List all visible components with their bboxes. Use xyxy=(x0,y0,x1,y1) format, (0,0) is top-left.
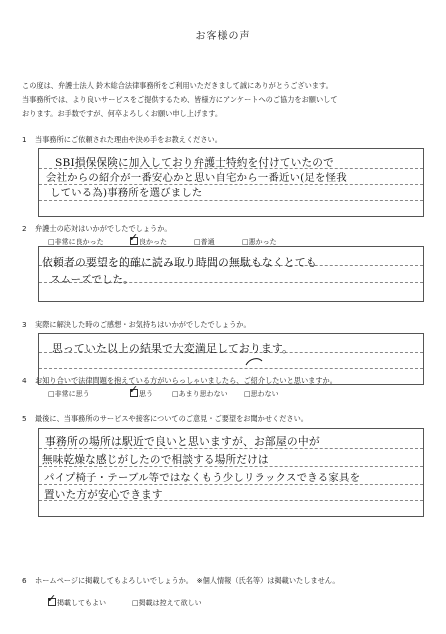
intro-line-2: 当事務所では、より良いサービスをご提供するため、皆様方にアンケートへのご協力をお願いして xyxy=(22,95,338,104)
checkbox-checked[interactable]: ✓ xyxy=(129,231,139,244)
option-decline-publish[interactable]: □掲載は控えて欲しい xyxy=(132,599,202,607)
handwritten-answer-5-line-2: 無味乾燥な感じがしたので相談する場所だけは xyxy=(42,454,269,466)
handwritten-answer-2-line-1: 依頼者の要望を的確に読み取り時間の無駄もなくとても xyxy=(42,256,317,269)
page-title: お客様の声 xyxy=(195,31,251,42)
question-text: 当事務所にご依頼された理由や決め手をお教えください。 xyxy=(35,135,222,144)
option-no[interactable]: □思わない xyxy=(244,390,279,398)
question-number: 3 xyxy=(22,320,27,329)
question-text: お知り合いで法律問題を抱えている方がいらっしゃいましたら、ご紹介したいと思いますか。 xyxy=(35,376,337,385)
handwritten-answer-1-line-3: している為)事務所を選びました xyxy=(50,187,203,199)
option-normal[interactable]: □普通 xyxy=(194,238,215,246)
option-allow-publish[interactable]: ✓ 掲載してもよい xyxy=(47,592,106,607)
pen-stroke xyxy=(246,359,262,365)
option-very-good[interactable]: □非常に良かった xyxy=(48,238,104,246)
handwritten-answer-3-line-1: 思っていた以上の結果で大変満足しております。 xyxy=(52,342,294,355)
question-number: 6 xyxy=(22,576,27,585)
option-not-much[interactable]: □あまり思わない xyxy=(172,390,228,398)
question-text: 実際に解決した時のご感想・お気持ちはいかがでしたでしょうか。 xyxy=(35,320,251,329)
question-text: ホームページに掲載してもよろしいでしょうか。 ※個人情報（氏名等）は掲載いたしません。 xyxy=(35,576,340,585)
intro-line-1: この度は、弁護士法人 鈴木総合法律事務所をご利用いただきまして誠にありがとうございます。 xyxy=(22,81,333,90)
option-good[interactable]: ✓ 良かった xyxy=(129,231,167,246)
handwritten-answer-1-line-1: SBI損保保険に加入しており弁護士特約を付けていたので xyxy=(55,157,334,169)
question-number: 2 xyxy=(22,224,27,233)
handwritten-answer-5-line-1: 事務所の場所は駅近で良いと思いますが、お部屋の中が xyxy=(45,435,320,448)
handwritten-answer-1-line-2: 会社からの紹介が一番安心かと思い自宅から一番近い(足を怪我 xyxy=(46,172,347,184)
option-yes[interactable]: ✓ 思う xyxy=(129,383,153,398)
question-number: 1 xyxy=(22,135,27,144)
handwritten-answer-5-line-3: パイプ椅子・テーブル等ではなくもう少しリラックスできる家具を xyxy=(44,472,361,484)
handwritten-answer-5-line-4: 置いた方が安心できます xyxy=(44,489,163,501)
question-number: 5 xyxy=(22,414,27,423)
option-very-much[interactable]: □非常に思う xyxy=(48,390,90,398)
checkbox-checked[interactable]: ✓ xyxy=(129,383,139,396)
checkbox-checked[interactable]: ✓ xyxy=(47,592,57,605)
option-bad[interactable]: □悪かった xyxy=(242,238,277,246)
question-text: 最後に、当事務所のサービスや接客についてのご意見・ご要望をお聞かせください。 xyxy=(35,414,308,423)
handwritten-answer-2-line-2: スムーズでした。 xyxy=(50,274,134,286)
question-text: 弁護士の応対はいかがでしたでしょうか。 xyxy=(35,224,172,233)
question-number: 4 xyxy=(22,376,27,385)
intro-line-3: おります。お手数ですが、何卒よろしくお願い申し上げます。 xyxy=(22,109,223,118)
